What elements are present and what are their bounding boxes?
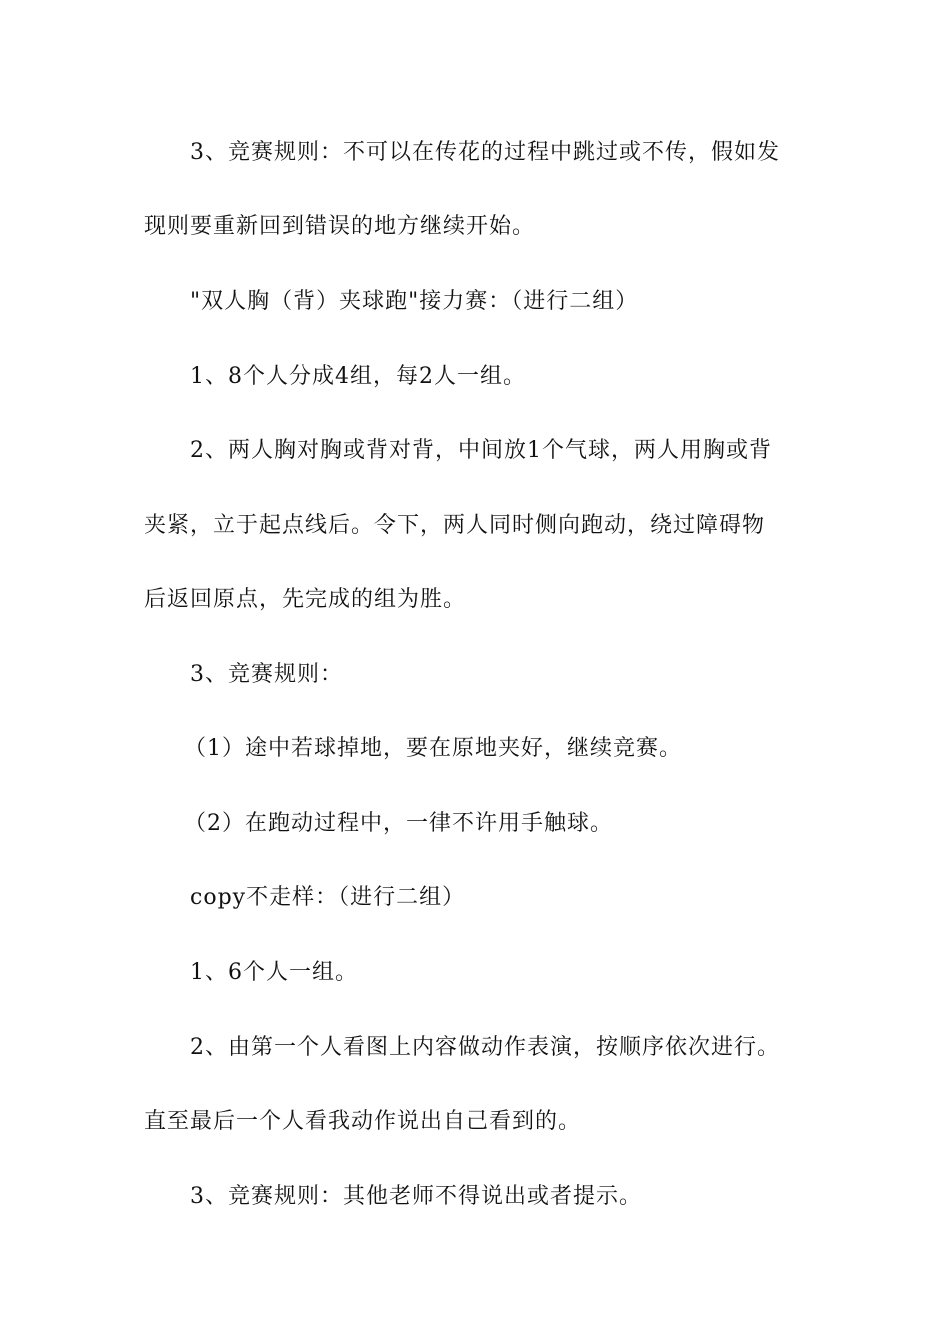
section-heading: "双人胸（背）夹球跑"接力赛：（进行二组） <box>190 289 639 314</box>
paragraph-line: 后返回原点，先完成的组为胜。 <box>144 587 467 612</box>
paragraph-line: （1）途中若球掉地，要在原地夹好，继续竞赛。 <box>184 736 682 761</box>
paragraph-line: 现则要重新回到错误的地方继续开始。 <box>144 214 536 239</box>
section-heading: copy不走样：（进行二组） <box>190 885 466 910</box>
paragraph-line: （2）在跑动过程中，一律不许用手触球。 <box>184 811 613 836</box>
paragraph-line: 3、竞赛规则：不可以在传花的过程中跳过或不传，假如发 <box>190 140 780 165</box>
paragraph-line: 1、6个人一组。 <box>190 960 358 985</box>
paragraph-line: 3、竞赛规则： <box>190 662 343 687</box>
paragraph-line: 夹紧，立于起点线后。令下，两人同时侧向跑动，绕过障碍物 <box>144 513 766 538</box>
paragraph-line: 2、两人胸对胸或背对背，中间放1个气球，两人用胸或背 <box>190 438 772 463</box>
paragraph-line: 3、竞赛规则：其他老师不得说出或者提示。 <box>190 1184 642 1209</box>
paragraph-line: 2、由第一个人看图上内容做动作表演，按顺序依次进行。 <box>190 1035 780 1060</box>
paragraph-line: 直至最后一个人看我动作说出自己看到的。 <box>144 1109 582 1134</box>
paragraph-line: 1、8个人分成4组，每2人一组。 <box>190 364 526 389</box>
